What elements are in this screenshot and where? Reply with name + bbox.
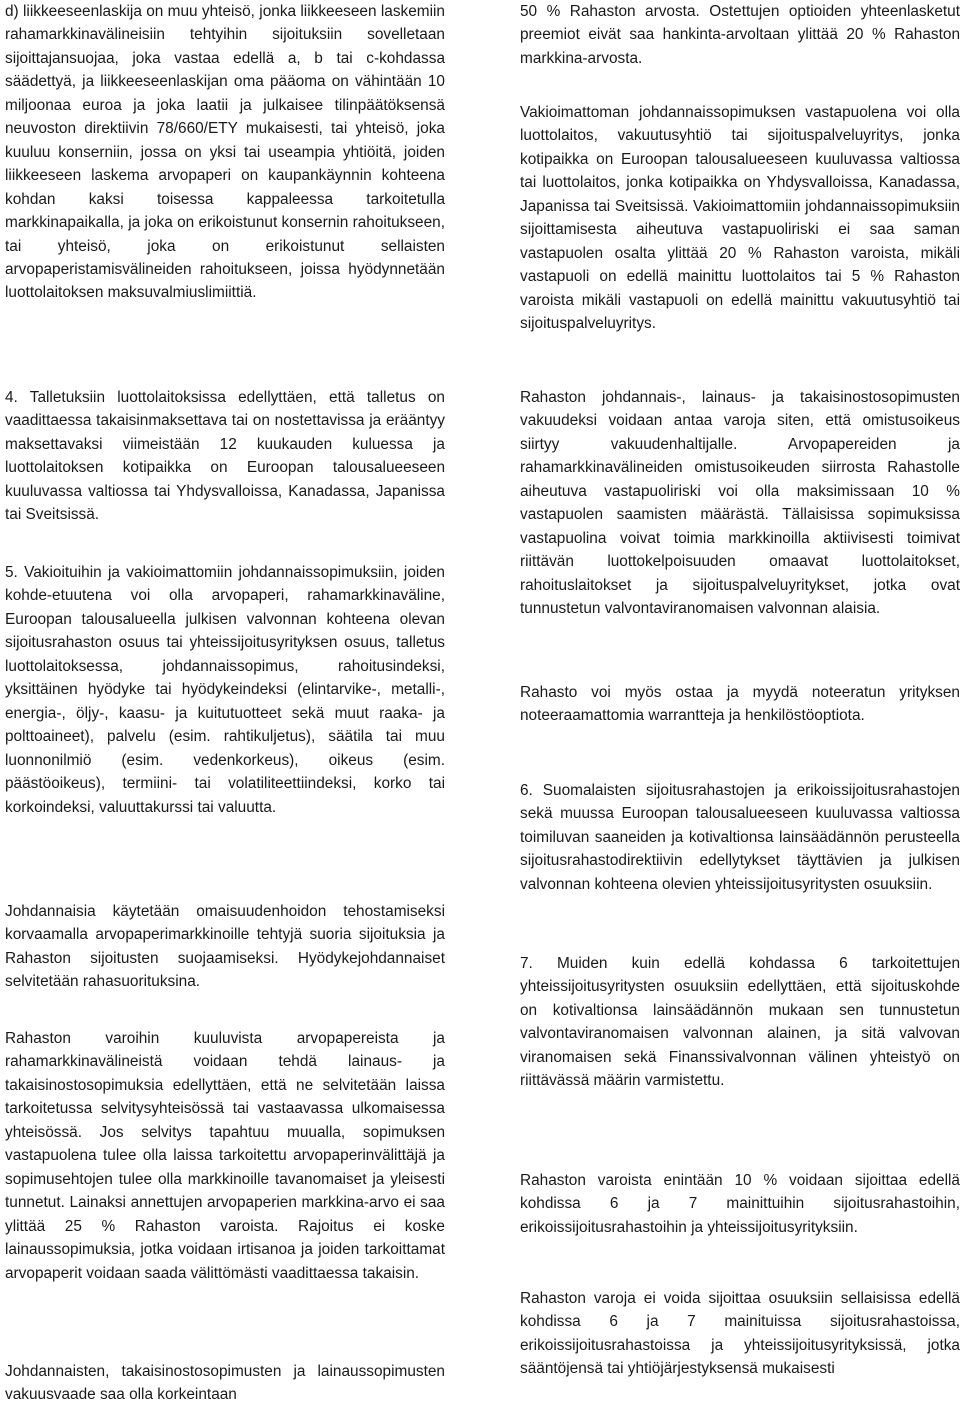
paragraph-6-funds: 6. Suomalaisten sijoitusrahastojen ja erikoissijoitusrahastojen sekä muussa Euroopan talousalueeseen kuuluvassa valtiossa toimiluvan saaneiden ja kotivaltionsa lainsäädännön perusteella sijoitusrahastodirektiivin edellytykset täyttävien ja julkisen valvonnan kohteena olevien yhteissijoitusyritysten osuuksiin. [520,782,960,893]
paragraph-counterparty: Vakioimattoman johdannaissopimuksen vastapuolena voi olla luottolaitos, vakuutusyhtiö tai sijoituspalveluyritys, jonka kotipaikka on Euroopan talousalueeseen kuuluvassa valtiossa tai luottolaitos, jonka kotipaikka on Yhdysvalloissa, Kanadassa, Japanissa tai Sveitsissä. Vakioimattomiin johdannaissopimuksiin sijoittamisesta aiheutuva vastapuoliriski ei saa saman vastapuolen osalta ylittää 20 % Rahaston varoista, mikäli vastapuoli on edellä mainittu luottolaitos tai 5 % Rahaston varoista mikäli vastapuoli on edellä mainittu vakuutusyhtiö tai sijoituspalveluyritys. [520,104,960,333]
paragraph-collateral: Johdannaisten, takaisinostosopimusten ja lainaussopimusten vakuusvaade saa olla korkeintaan [5,1363,445,1404]
paragraph-warrants: Rahasto voi myös ostaa ja myydä noteeratun yrityksen noteeraamattomia warrantteja ja henkilöstöoptiota. [520,684,960,725]
paragraph-lending: Rahaston varoihin kuuluvista arvopapereista ja rahamarkkinavälineistä voidaan tehdä lainaus- ja takaisinostosopimuksia edellyttäen, että ne selvitetään laissa tarkoitetussa selvitysyhteisössä tai vastaavassa ulkomaisessa yhteisössä. Jos selvitys tapahtuu muualla, sopimuksen vastapuolena tulee olla laissa tarkoitettu arvopaperinvälittäjä ja sopimusehtojen tulee olla markkinoille tavanomaiset ja yleisesti tunnetut. Lainaksi annettujen arvopaperien markkina-arvo ei saa ylittää 25 % Rahaston varoista. Rajoitus ei koske lainaussopimuksia, jotka voidaan irtisanoa ja joiden tarkoittamat arvopaperit voidaan saada välittömästi vaadittaessa takaisin. [5,1030,445,1282]
paragraph-option-premiums: 50 % Rahaston arvosta. Ostettujen optioiden yhteenlasketut preemiot eivät saa hankinta-arvoltaan ylittää 20 % Rahaston markkina-arvosta. [520,3,960,67]
paragraph-fund-limit: Rahaston varoista enintään 10 % voidaan sijoittaa edellä kohdissa 6 ja 7 mainittuihin sijoitusrahastoihin, erikoissijoitusrahastoihin ja yhteissijoitusyrityksiin. [520,1172,960,1236]
paragraph-collateral-transfer: Rahaston johdannais-, lainaus- ja takaisinostosopimusten vakuudeksi voidaan antaa varoja siten, että omistusoikeus siirtyy vakuudenhaltijalle. Arvopapereiden ja rahamarkkinavälineiden omistusoikeuden siirrosta Rahastolle aiheutuva vastapuoliriski voi olla maksimissaan 10 % vastapuolen saamisten määrästä. Tällaisissa sopimuksissa vastapuolina voivat toimia markkinoilla aktiivisesti toimivat riittävän luottokelpoisuuden omaavat luottolaitokset, rahoituslaitokset ja sijoituspalveluyritykset, jotka ovat tunnustetun valvontaviranomaisen valvonnan alaisia. [520,389,960,618]
paragraph-derivatives-usage: Johdannaisia käytetään omaisuudenhoidon tehostamiseksi korvaamalla arvopaperimarkkinoille tehtyjä suoria sijoituksia ja Rahaston sijoitusten suojaamiseksi. Hyödykejohdannaiset selvitetään rahasuorituksina. [5,903,445,991]
paragraph-7-other-funds: 7. Muiden kuin edellä kohdassa 6 tarkoitettujen yhteissijoitusyritysten osuuksiin edellyttäen, että sijoituskohde on kotivaltionsa lainsäädännön mukaan sen tunnustetun valvontaviranomaisen valvonnan alainen, ja sitä valvovan viranomaisen sekä Finanssivalvonnan välinen yhteistyö on riittävässä määrin varmistettu. [520,955,960,1090]
paragraph-d-issuer: d) liikkeeseenlaskija on muu yhteisö, jonka liikkeeseen laskemiin rahamarkkinavälineisiin tehtyihin sijoituksiin sovelletaan sijoittajansuojaa, joka vastaa edellä a, b tai c-kohdassa säädettyä, ja liikkeeseenlaskijan oma pääoma on vähintään 10 miljoonaa euroa ja joka laatii ja julkaisee tilinpäätöksensä neuvoston direktiivin 78/660/ETY mukaisesti, tai yhteisö, joka kuuluu konserniin, jossa on yksi tai useampia yhtiöitä, joiden liikkeeseen laskema arvopaperi on kaupankäynnin kohteena kohdan kaksi toisessa kappaleessa tarkoitetulla markkinapaikalla, ja joka on erikoistunut konsernin rahoitukseen, tai yhteisö, joka on erikoistunut sellaisten arvopaperistamisvälineiden rahoitukseen, joissa hyödynnetään luottolaitoksen maksuvalmiuslimiittiä. [5,3,445,302]
paragraph-4-deposits: 4. Talletuksiin luottolaitoksissa edellyttäen, että talletus on vaadittaessa takaisinmaksettava tai on nostettavissa ja erääntyy maksettavaksi viimeistään 12 kuukauden kuluessa ja luottolaitoksen kotipaikka on Euroopan talousalueeseen kuuluvassa valtiossa tai Yhdysvalloissa, Kanadassa, Japanissa tai Sveitsissä. [5,389,445,524]
paragraph-fund-restriction: Rahaston varoja ei voida sijoittaa osuuksiin sellaisissa edellä kohdissa 6 ja 7 mainituissa sijoitusrahastoissa, erikoissijoitusrahastoissa ja yhteissijoitusyrityksissä, jotka sääntöjensä tai yhtiöjärjestyksensä mukaisesti [520,1290,960,1378]
paragraph-5-derivatives: 5. Vakioituihin ja vakioimattomiin johdannaissopimuksiin, joiden kohde-etuutena voi olla arvopaperi, rahamarkkinaväline, Euroopan talousalueella julkisen valvonnan kohteena olevan sijoitusrahaston osuus tai yhteissijoitusyrityksen osuus, talletus luottolaitoksessa, johdannaissopimus, rahoitusindeksi, yksittäinen hyödyke tai hyödykeindeksi (elintarvike-, metalli-, energia-, öljy-, kaasu- ja kuitutuotteet sekä muut raaka- ja polttoaineet), palvelu (esim. rahtikuljetus), säätila tai muu luonnonilmiö (esim. vedenkorkeus), oikeus (esim. päästöoikeus), termiini- tai volatiliteettiindeksi, korko tai korkoindeksi, valuuttakurssi tai valuutta. [5,564,445,816]
